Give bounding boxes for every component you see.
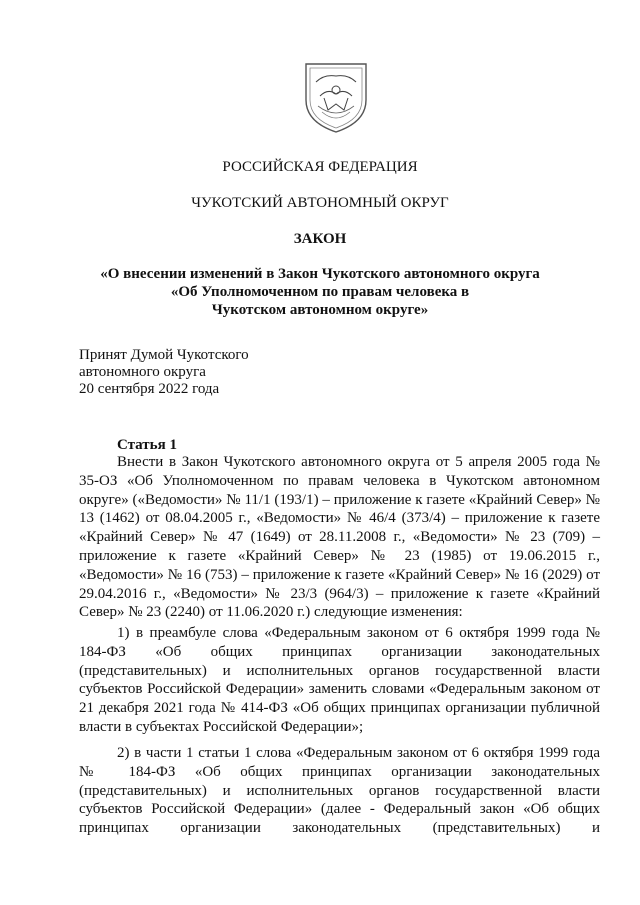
adoption-block [79, 347, 249, 398]
law-title [0, 265, 640, 319]
adoption-line: Принят Думой Чукотского [79, 347, 249, 363]
amendment-item-2: 2) в части 1 статьи 1 слова «Федеральным законом от 6 октября 1999 года № 184-ФЗ «Об общих принципах организации законодательных (представительных) и исполнительных органов государственной власти субъектов Российской Федерации» (далее - Федеральный закон «Об общих принципах организации законодательных (представительных) и [79, 745, 600, 837]
adoption-line: автономного округа [79, 364, 206, 380]
document-type-heading: ЗАКОН [293, 231, 347, 247]
okrug-heading: ЧУКОТСКИЙ АВТОНОМНЫЙ ОКРУГ [191, 195, 449, 211]
article-heading: Статья 1 [117, 437, 177, 453]
law-title-line: «О внесении изменений в Закон Чукотского автономного округа [100, 266, 540, 282]
article-intro-paragraph: Внести в Закон Чукотского автономного округа от 5 апреля 2005 года № 35-ОЗ «Об Уполномоченном по правам человека в Чукотском автономном округе» («Ведомости» № 11/1 (193/1) – приложение к газете «Крайний Север» № 13 (1462) от 08.04.2005 г., «Ведомости» № 46/4 (373/4) – приложение к газете «Крайний Север» № 47 (1649) от 28.11.2008 г., «Ведомости» № 23 (709) – приложение к газете «Крайний Север» № 23 (1985) от 19.06.2015 г., «Ведомости» № 16 (753) – приложение к газете «Крайний Север» № 16 (2029) от 29.04.2016 г., «Ведомости» № 23/3 (964/3) – приложение к газете «Крайний Север» № 23 (2240) от 11.06.2020 г.) следующие изменения: [79, 454, 600, 621]
law-title-line: «Об Уполномоченном по правам человека в [170, 284, 470, 300]
amendment-item-1: 1) в преамбуле слова «Федеральным законом от 6 октября 1999 года № 184-ФЗ «Об общих принципах организации законодательных (представительных) и исполнительных органов государственной власти субъектов Российской Федерации» заменить словами «Федеральным законом от 21 декабря 2021 года № 414-ФЗ «Об общих принципах организации публичной власти в субъектах Российской Федерации»; [79, 625, 600, 735]
federation-heading: РОССИЙСКАЯ ФЕДЕРАЦИЯ [222, 159, 418, 175]
law-title-line: Чукотском автономном округе» [211, 302, 429, 318]
adoption-date: 20 сентября 2022 года [79, 381, 220, 397]
chukotka-coat-of-arms-icon [300, 60, 372, 136]
